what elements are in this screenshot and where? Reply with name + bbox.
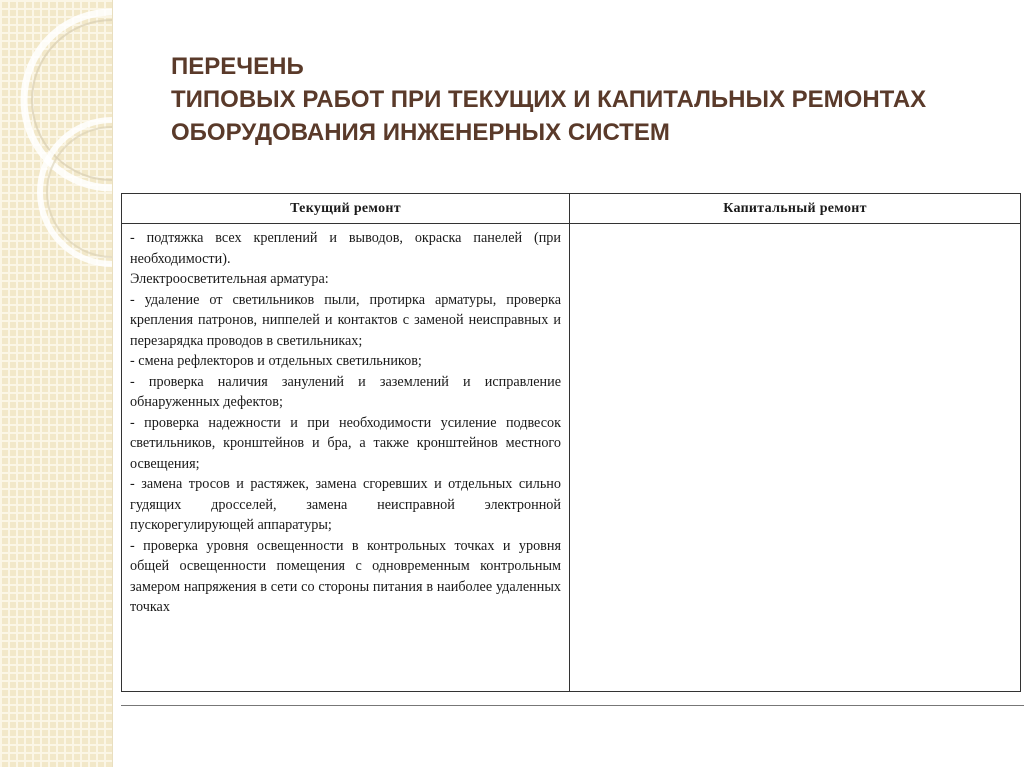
title-line-1: ПЕРЕЧЕНЬ	[171, 53, 304, 80]
decorative-rings	[0, 0, 112, 767]
list-item: - смена рефлекторов и отдельных светильников;	[130, 353, 422, 369]
list-item: - подтяжка всех креплений и выводов, окраска панелей (при необходимости).	[130, 230, 561, 267]
title-line-3: ОБОРУДОВАНИЯ ИНЖЕНЕРНЫХ СИСТЕМ	[171, 119, 670, 146]
list-item: Электроосветительная арматура:	[130, 271, 329, 287]
list-item: - проверка уровня освещенности в контрольных точках и уровня общей освещенности помещения с одновременным контрольным замером напряжения в сети со стороны питания в наиболее удаленных точках	[130, 537, 561, 615]
list-item: - проверка наличия занулений и заземлений и исправление обнаруженных дефектов;	[130, 373, 561, 410]
list-item: - удаление от светильников пыли, протирка арматуры, проверка крепления патронов, ниппелей и контактов с заменой неисправных и перезарядка проводов в светильниках;	[130, 291, 561, 349]
table-row	[122, 224, 1021, 692]
current-repair-cell	[122, 224, 570, 692]
decorative-sidebar	[0, 0, 113, 767]
header-current-repair: Текущий ремонт	[122, 194, 570, 224]
slide-title	[171, 50, 1011, 149]
list-item: - проверка надежности и при необходимости усиление подвесок светильников, кронштейнов и бра, а также кронштейнов местного освещения;	[130, 414, 561, 472]
title-line-2: ТИПОВЫХ РАБОТ ПРИ ТЕКУЩИХ И КАПИТАЛЬНЫХ РЕМОНТАХ	[171, 86, 927, 113]
table-header-row	[122, 194, 1021, 224]
list-item: - замена тросов и растяжек, замена сгоревших и отдельных сильно гудящих дросселей, замена неисправной электронной пускорегулирующей аппаратуры;	[130, 476, 561, 533]
header-capital-repair: Капитальный ремонт	[570, 194, 1021, 224]
table-bottom-divider	[121, 705, 1024, 706]
repair-works-table	[121, 193, 1021, 692]
capital-repair-cell	[570, 224, 1021, 692]
